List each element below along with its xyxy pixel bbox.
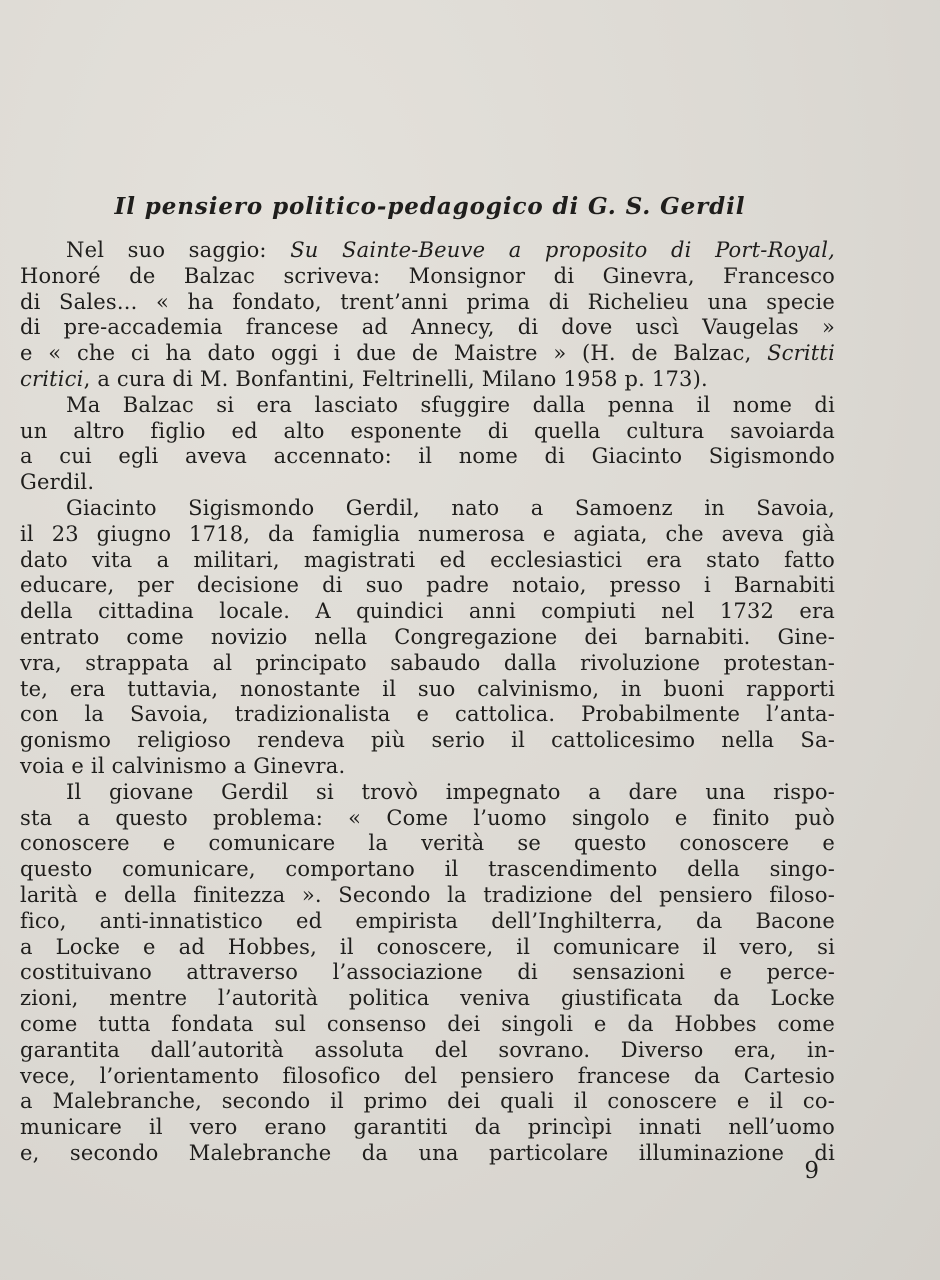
text-segment: , a cura di M. Bonfantini, Feltrinelli, Milano 1958 p. 173). xyxy=(83,366,708,391)
text-line: vra, strappata al principato sabaudo dalla rivoluzione protestan- xyxy=(20,650,835,675)
chapter-title: Il pensiero politico-pedagogico di G. S. Gerdil xyxy=(114,193,746,220)
text-line: gonismo religioso rendeva più serio il cattolicesimo nella Sa- xyxy=(20,728,835,753)
text-line: entrato come novizio nella Congregazione dei barnabiti. Gine- xyxy=(20,624,835,649)
text-line: Gerdil. xyxy=(20,470,95,495)
text-line: zioni, mentre l’autorità politica veniva giustificata da Locke xyxy=(20,986,835,1011)
text-line xyxy=(20,367,835,393)
text-line: conoscere e comunicare la verità se questo conoscere e xyxy=(20,831,835,856)
italic-book-title: critici xyxy=(20,366,84,391)
text-line: dato vita a militari, magistrati ed ecclesiastici era stato fatto xyxy=(20,547,835,572)
text-segment: Nel suo saggio: xyxy=(66,238,291,262)
text-line: vece, l’orientamento filosofico del pensiero francese da Cartesio xyxy=(20,1063,835,1088)
text-line: voia e il calvinismo a Ginevra. xyxy=(20,753,346,778)
italic-book-title: Su Sainte-Beuve a proposito di Port-Royal, xyxy=(290,238,836,262)
text-line: con la Savoia, tradizionalista e cattolica. Probabilmente l’anta- xyxy=(20,702,835,727)
text-line: questo comunicare, comportano il trascendimento della singo- xyxy=(20,857,835,882)
text-line: larità e della finitezza ». Secondo la tradizione del pensiero filoso- xyxy=(20,882,835,907)
text-segment: e « che ci ha dato oggi i due de Maistre » (H. de Balzac, xyxy=(20,341,768,366)
text-line: fico, anti-innatistico ed empirista dell’Inghilterra, da Bacone xyxy=(20,908,835,933)
text-line: Ma Balzac si era lasciato sfuggire dalla penna il nome di xyxy=(66,392,835,417)
text-line: educare, per decisione di suo padre notaio, presso i Barnabiti xyxy=(20,573,835,598)
text-line: costituivano attraverso l’associazione di sensazioni e perce- xyxy=(20,960,835,985)
text-line: di Sales... « ha fondato, trent’anni prima di Richelieu una specie xyxy=(20,289,835,314)
text-line: di pre-accademia francese ad Annecy, di dove uscì Vaugelas » xyxy=(20,315,835,340)
text-line: Honoré de Balzac scriveva: Monsignor di Ginevra, Francesco xyxy=(20,263,835,288)
text-line: il 23 giugno 1718, da famiglia numerosa e agiata, che aveva già xyxy=(20,521,835,546)
italic-book-title: Scritti xyxy=(767,341,835,366)
text-line: municare il vero erano garantiti da princìpi innati nell’uomo xyxy=(20,1115,835,1140)
text-line: garantita dall’autorità assoluta del sovrano. Diverso era, in- xyxy=(20,1037,835,1062)
body-text xyxy=(20,238,835,1167)
text-line xyxy=(20,238,835,264)
text-line: Giacinto Sigismondo Gerdil, nato a Samoenz in Savoia, xyxy=(66,495,835,520)
text-line: Il giovane Gerdil si trovò impegnato a dare una rispo- xyxy=(66,779,835,804)
text-line: come tutta fondata sul consenso dei singoli e da Hobbes come xyxy=(20,1011,835,1036)
text-line: e, secondo Malebranche da una particolare illuminazione di xyxy=(20,1140,835,1165)
page-number: 9 xyxy=(804,1158,819,1184)
text-line: a cui egli aveva accennato: il nome di Giacinto Sigismondo xyxy=(20,444,835,469)
text-line xyxy=(20,341,835,367)
text-line: a Locke e ad Hobbes, il conoscere, il comunicare il vero, si xyxy=(20,934,835,959)
text-line: un altro figlio ed alto esponente di quella cultura savoiarda xyxy=(20,418,835,443)
text-line: te, era tuttavia, nonostante il suo calvinismo, in buoni rapporti xyxy=(20,676,835,701)
text-line: della cittadina locale. A quindici anni compiuti nel 1732 era xyxy=(20,599,835,624)
text-line: a Malebranche, secondo il primo dei quali il conoscere e il co- xyxy=(20,1089,835,1114)
text-line: sta a questo problema: « Come l’uomo singolo e finito può xyxy=(20,805,835,830)
